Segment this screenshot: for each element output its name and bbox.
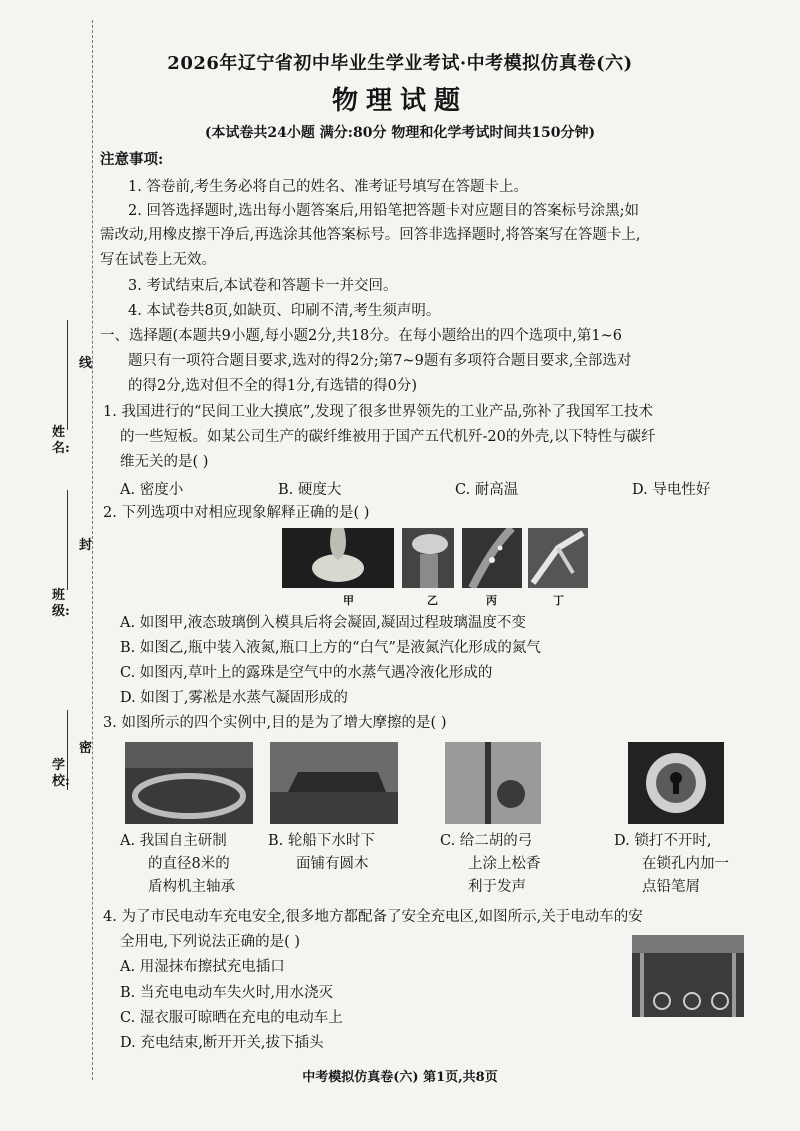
section-intro-line: 题只有一项符合题目要求,选对的得2分;第7~9题有多项符合题目要求,全部选对	[128, 353, 632, 369]
molten-glass-illustration	[282, 528, 394, 588]
notice-line: 2. 回答选择题时,选出每小题答案后,用铅笔把答题卡对应题目的答案标号涂黑;如	[128, 203, 640, 219]
q3-caption-a: A. 我国自主研制 的直径8米的 盾构机主轴承	[120, 833, 235, 895]
q1-option-c: C. 耐高温	[455, 482, 519, 498]
q1-stem-line: 的一些短板。如某公司生产的碳纤维被用于国产五代机歼-20的外壳,以下特性与碳纤	[120, 429, 656, 445]
margin-label-class: 班级:	[52, 588, 70, 619]
ebike-charging-illustration	[632, 935, 744, 1017]
nitrogen-bottle-illustration	[402, 528, 454, 588]
notice-line: 4. 本试卷共8页,如缺页、印刷不清,考生须声明。	[128, 303, 441, 319]
q2-option-a: A. 如图甲,液态玻璃倒入模具后将会凝固,凝固过程玻璃温度不变	[120, 615, 526, 631]
erhu-bow-illustration	[445, 742, 541, 824]
q2-stem: 2. 下列选项中对相应现象解释正确的是( )	[103, 505, 370, 521]
margin-dashed-line	[92, 20, 93, 1080]
q3-image-lock	[628, 742, 724, 824]
q4-option-a: A. 用湿抹布擦拭充电插口	[120, 959, 285, 975]
q1-option-a: A. 密度小	[120, 482, 184, 498]
q4-option-c: C. 湿衣服可晾晒在充电的电动车上	[120, 1010, 343, 1026]
q4-option-b: B. 当充电电动车失火时,用水浇灭	[120, 985, 333, 1001]
q2-image-bing	[462, 528, 522, 588]
rime-branch-illustration	[528, 528, 588, 588]
q3-stem: 3. 如图所示的四个实例中,目的是为了增大摩擦的是( )	[103, 715, 447, 731]
dew-leaf-illustration	[462, 528, 522, 588]
margin-label-name: 姓名:	[52, 425, 70, 456]
q2-image-ding	[528, 528, 588, 588]
seal-char-secret: 密	[79, 741, 93, 756]
q2-label-bing: 丙	[486, 594, 497, 607]
notice-line: 1. 答卷前,考生务必将自己的姓名、准考证号填写在答题卡上。	[128, 179, 529, 195]
exam-subtitle: (本试卷共24小题 满分:80分 物理和化学考试时间共150分钟)	[204, 125, 596, 141]
seal-char-seal: 封	[79, 538, 93, 553]
section-intro-line: 一、选择题(本题共9小题,每小题2分,共18分。在每小题给出的四个选项中,第1~6	[100, 328, 622, 344]
q3-image-bearing	[125, 742, 253, 824]
tunnel-bearing-illustration	[125, 742, 253, 824]
q2-option-d: D. 如图丁,雾凇是水蒸气凝固形成的	[120, 690, 348, 706]
margin-name-line	[67, 320, 68, 430]
margin-label-school: 学校:	[52, 758, 70, 789]
q4-option-d: D. 充电结束,断开开关,拔下插头	[120, 1035, 324, 1051]
q4-image-charging-area	[632, 935, 744, 1017]
q3-caption-c: C. 给二胡的弓 上涂上松香 利于发声	[440, 833, 541, 895]
notice-line: 写在试卷上无效。	[100, 252, 216, 268]
page-footer: 中考模拟仿真卷(六) 第1页,共8页	[302, 1070, 498, 1085]
q1-stem-line: 1. 我国进行的“民间工业大摸底”,发现了很多世界领先的工业产品,弥补了我国军工技术	[103, 404, 653, 420]
q3-image-erhu	[445, 742, 541, 824]
q1-stem-line: 维无关的是( )	[120, 454, 209, 470]
margin-class-line	[67, 490, 68, 590]
q2-option-b: B. 如图乙,瓶中装入液氮,瓶口上方的“白气”是液氮汽化形成的氮气	[120, 640, 541, 656]
q4-stem-line: 全用电,下列说法正确的是( )	[120, 934, 301, 950]
section-intro-line: 的得2分,选对但不全的得1分,有选错的得0分)	[128, 378, 418, 394]
q1-option-d: D. 导电性好	[632, 482, 711, 498]
q2-image-yi	[402, 528, 454, 588]
seal-char-line: 线	[79, 356, 93, 371]
q2-image-jia	[282, 528, 394, 588]
notice-line: 3. 考试结束后,本试卷和答题卡一并交回。	[128, 278, 398, 294]
notice-line: 需改动,用橡皮擦干净后,再选涂其他答案标号。回答非选择题时,将答案写在答题卡上,	[100, 227, 641, 243]
lock-keyhole-illustration	[628, 742, 724, 824]
q2-label-jia: 甲	[343, 594, 354, 607]
q4-stem-line: 4. 为了市民电动车充电安全,很多地方都配备了安全充电区,如图所示,关于电动车的安	[103, 909, 643, 925]
ship-launch-illustration	[270, 742, 398, 824]
q1-option-b: B. 硬度大	[278, 482, 342, 498]
q2-label-ding: 丁	[553, 594, 564, 607]
exam-title: 2026年辽宁省初中毕业生学业考试·中考模拟仿真卷(六)	[167, 53, 633, 74]
notice-heading: 注意事项:	[100, 151, 164, 168]
subject-title: 物理试题	[331, 86, 468, 116]
q3-caption-d: D. 锁打不开时, 在锁孔内加一 点铅笔屑	[614, 833, 729, 895]
q3-caption-b: B. 轮船下水时下 面铺有圆木	[268, 833, 375, 872]
q3-image-ship	[270, 742, 398, 824]
q2-option-c: C. 如图丙,草叶上的露珠是空气中的水蒸气遇冷液化形成的	[120, 665, 493, 681]
q2-label-yi: 乙	[427, 594, 438, 607]
